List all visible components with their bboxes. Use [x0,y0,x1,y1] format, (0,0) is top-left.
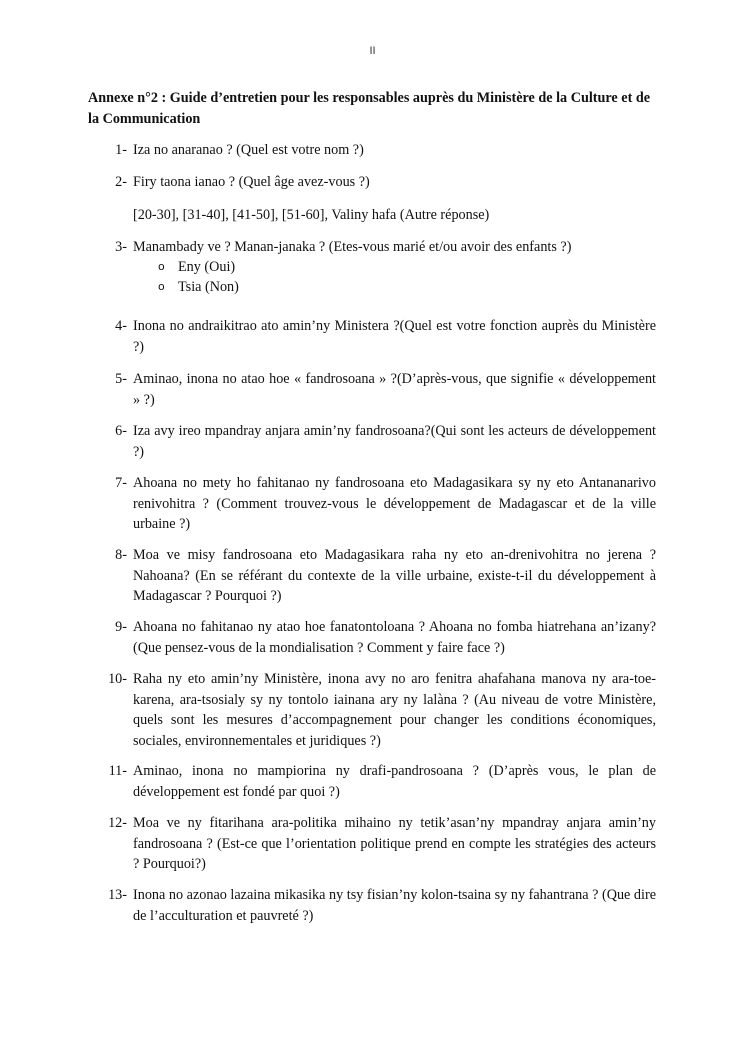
age-ranges: [20-30], [31-40], [41-50], [51-60], Valiny hafa (Autre réponse) [133,207,490,223]
question-10 [88,669,656,751]
question-number: 5- [115,371,127,387]
option-no [158,277,239,297]
question-13 [88,885,656,926]
question-9 [88,617,656,658]
question-text: Iza avy ireo mpandray anjara amin’ny fandrosoana?(Qui sont les acteurs de développement ?) [133,423,656,460]
option-yes [158,257,235,277]
option-label: Eny (Oui) [178,259,236,275]
question-number: 3- [115,239,127,255]
question-7 [88,473,656,535]
question-number: 8- [115,547,127,563]
question-8 [88,545,656,607]
question-text: Manambady ve ? Manan-janaka ? (Etes-vous marié et/ou avoir des enfants ?) [133,239,572,255]
question-text: Raha ny eto amin’ny Ministère, inona avy no aro fenitra ahafahana manova ny ara-toe-karena, ara-tsosialy sy ny tontolo iainana ary ny lalàna ? (Au niveau de votre Ministère, quels sont les mesures d’accompagnement pour changer les conditions économiques, sociales, environnementales et juridiques ?) [133,671,656,749]
question-text: Inona no azonao lazaina mikasika ny tsy fisian’ny kolon-tsaina sy ny fahantrana ? (Que dire de l’acculturation et pauvreté ?) [133,887,656,924]
question-5 [88,369,656,410]
question-number: 1- [115,142,127,158]
question-2 [88,172,656,193]
question-text: Moa ve ny fitarihana ara-politika mihaino ny tetik’asan’ny mpandray anjara amin’ny fandrosoana ? (Est-ce que l’orientation politique prend en compte les stratégies des acteurs ? Pourquoi?) [133,815,656,872]
question-number: 6- [115,423,127,439]
question-1 [88,140,656,161]
question-number: 12- [108,815,127,831]
question-12 [88,813,656,875]
page-number: II [369,45,376,57]
bullet-circle-icon: o [158,260,165,273]
question-4 [88,316,656,357]
question-text: Aminao, inona no mampiorina ny drafi-pandrosoana ? (D’après vous, le plan de développement est fondé par quoi ?) [133,763,656,800]
question-number: 4- [115,318,127,334]
question-3 [88,237,656,258]
question-number: 2- [115,174,127,190]
annex-title: Annexe n°2 : Guide d’entretien pour les responsables auprès du Ministère de la Culture et de la Communication [88,90,651,127]
question-number: 13- [108,887,127,903]
question-11 [88,761,656,802]
bullet-circle-icon: o [158,280,165,293]
question-number: 11- [108,763,127,779]
question-text: Aminao, inona no atao hoe « fandrosoana » ?(D’après-vous, que signifie « développement » ?) [133,371,656,408]
question-text: Firy taona ianao ? (Quel âge avez-vous ?) [133,174,370,190]
question-text: Ahoana no fahitanao ny atao hoe fanatontoloana ? Ahoana no fomba hiatrehana an’izany? (Que pensez-vous de la mondialisation ? Comment y faire face ?) [133,619,656,656]
question-text: Ahoana no mety ho fahitanao ny fandrosoana eto Madagasikara sy ny eto Antananarivo renivohitra ? (Comment trouvez-vous le développement de Madagascar et de la ville urbaine ?) [133,475,656,532]
question-number: 10- [108,671,127,687]
question-number: 7- [115,475,127,491]
option-label: Tsia (Non) [178,279,239,295]
question-6 [88,421,656,462]
question-text: Moa ve misy fandrosoana eto Madagasikara raha ny eto an-drenivohitra no jerena ? Nahoana? (En se référant du contexte de la ville urbaine, existe-t-il du développement à Madagascar ? Pourquoi ?) [133,547,656,604]
question-text: Iza no anaranao ? (Quel est votre nom ?) [133,142,364,158]
question-text: Inona no andraikitrao ato amin’ny Ministera ?(Quel est votre fonction auprès du Ministère ?) [133,318,656,355]
question-number: 9- [115,619,127,635]
